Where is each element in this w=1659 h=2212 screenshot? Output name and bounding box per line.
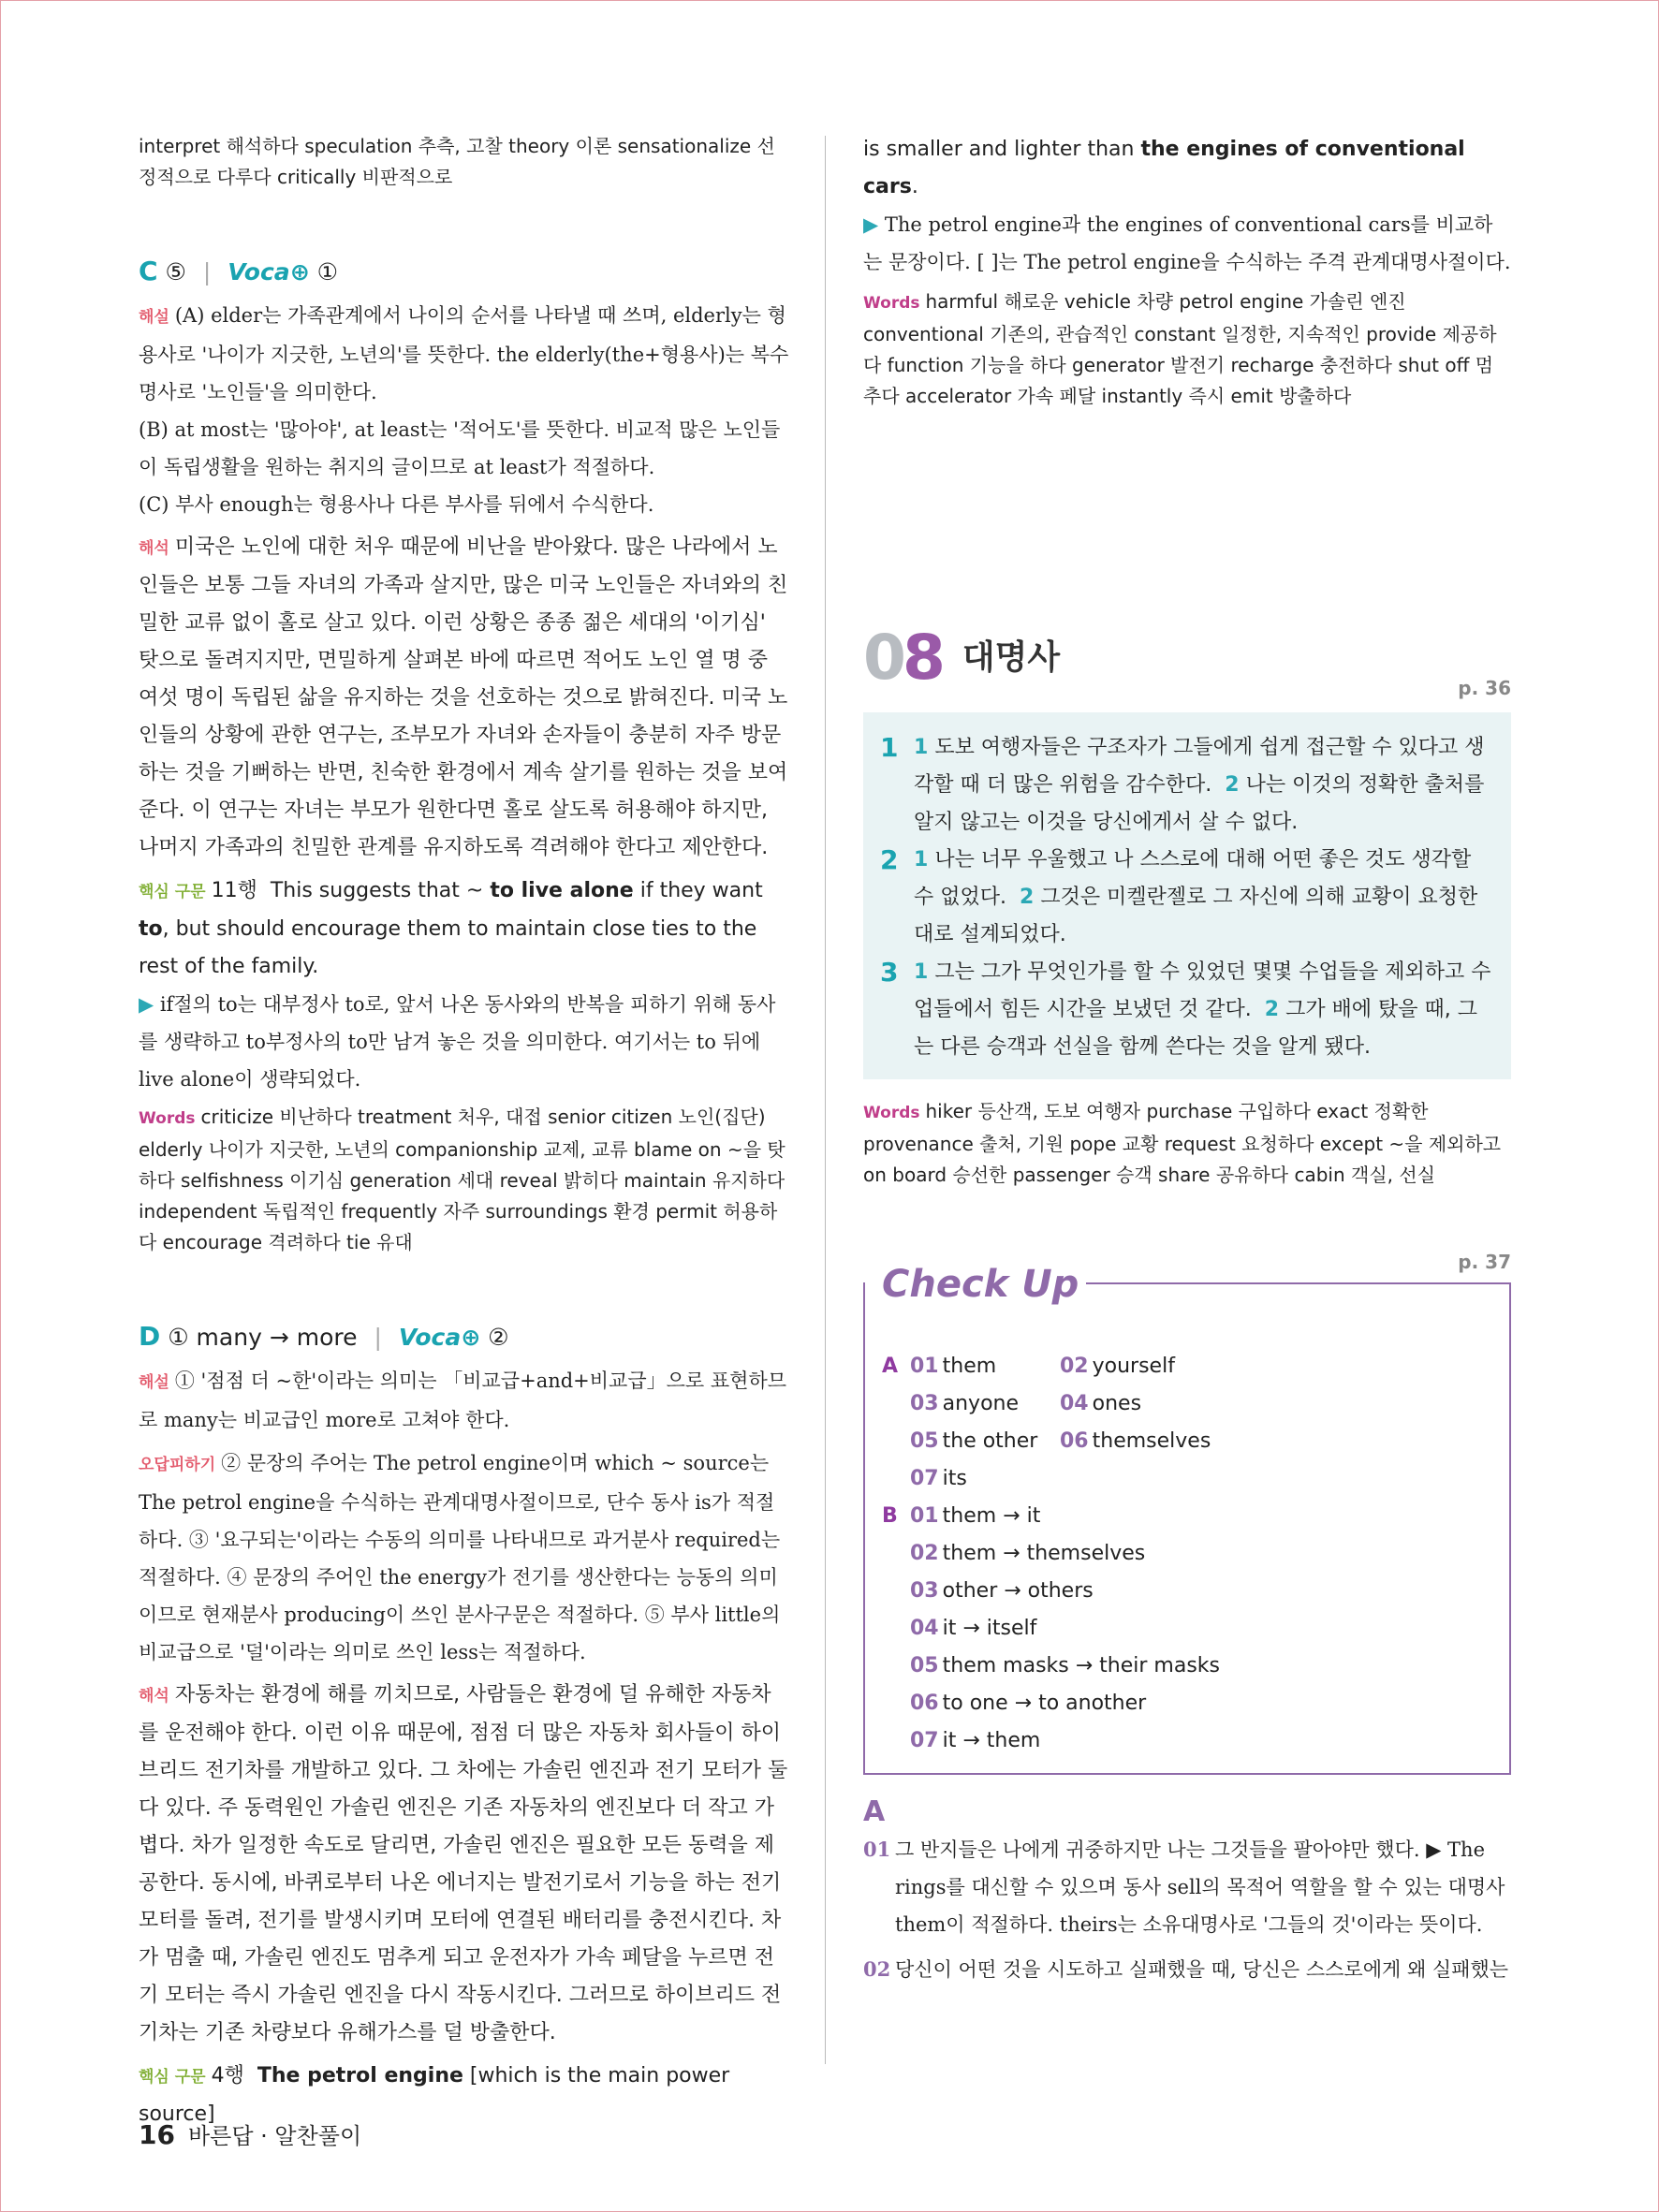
top-vocab: interpret 해석하다 speculation 추측, 고찰 theory 이론 sensationalize 선정적으로 다루다 critically 비판적으로 bbox=[139, 135, 775, 188]
explanation-a: 해설 (A) elder는 가족관계에서 나이의 순서를 나타낼 때 쓰며, elderly는 형용사로 '나이가 지긋한, 노년의'를 뜻한다. the elderly(the+형용사)는 복수명사로 '노인들'을 의미한다. bbox=[139, 304, 789, 403]
explanation-b: (B) at most는 '많아야', at least는 '적어도'를 뜻한다. 비교적 많은 노인들이 독립생활을 원하는 취지의 글이므로 at least가 적절하다. bbox=[139, 418, 781, 478]
words-d: Words harmful 해로운 vehicle 차량 petrol engine 가솔린 엔진 conventional 기존의, 관습적인 constant 일정한, 지속적인 provide 제공하다 function 기능을 하다 generator 발전기 recharge 충전하다 shut off 멈추다 accelerator 가속 페달 instantly 즉시 emit 방출하다 bbox=[863, 290, 1497, 407]
triangle-icon: ▶ bbox=[139, 993, 154, 1016]
right-column bbox=[863, 131, 1511, 1988]
left-column bbox=[139, 131, 789, 2133]
key-structure-d: 핵심 구문 4행 The petrol engine [which is the main power source] bbox=[139, 2064, 730, 2126]
answer-section-letter: A bbox=[863, 1795, 886, 1828]
page-ref: p. 36 bbox=[1458, 677, 1511, 699]
page-footer bbox=[139, 2117, 361, 2150]
section-d-header: D ① many → more | Voca⊕ ② bbox=[139, 1321, 509, 1352]
wrong-answer-note: 오답피하기 ② 문장의 주어는 The petrol engine이며 which ~ source는 The petrol engine을 수식하는 관계대명사절이므로, 단수 동사 is가 적절하다. ③ '요구되는'이라는 수동의 의미를 나타내므로 과거분사 required는 적절하다. ④ 문장의 주어인 the energy가 전기를 생산한다는 능동의 의미이므로 현재분사 producing이 쓰인 분사구문은 적절하다. ⑤ 부사 little의 비교급으로 '덜'이라는 의미로 쓰인 less는 적절하다. bbox=[139, 1452, 781, 1663]
check-up-box: Check Up A 01 them 02 yourself 03 anyone 04 ones 05 the other 06 themselves 07 its B 01 them → it 02 them → themselves 03 other → others 04 it → itself 05 them masks → their masks 06 to one → to another 07 it → them bbox=[863, 1282, 1511, 1775]
box-item-3: 3 1 그는 그가 무엇인가를 할 수 있었던 몇몇 수업들을 제외하고 수업들에서 힘든 시간을 보냈던 것 같다. 2 그가 배에 탔을 때, 그는 다른 승객과 선실을 함께 쓴다는 것을 알게 됐다. bbox=[880, 957, 1491, 1059]
continued-note: ▶ The petrol engine과 the engines of conventional cars를 비교하는 문장이다. [ ]는 The petrol engine을 수식하는 주격 관계대명사절이다. bbox=[863, 213, 1511, 273]
words-c: Words criticize 비난하다 treatment 처우, 대접 senior citizen 노인(집단) elderly 나이가 지긋한, 노년의 companionship 교제, 교류 blame on ~을 탓하다 selfishness 이기심 generation 세대 reveal 밝히다 maintain 유지하다 independent 독립적인 frequently 자주 surroundings 환경 permit 허용하다 encourage 격려하다 tie 유대 bbox=[139, 1106, 785, 1253]
translation-d: 해석 자동차는 환경에 해를 끼치므로, 사람들은 환경에 덜 유해한 자동차를 운전해야 한다. 이런 이유 때문에, 점점 더 많은 자동차 회사들이 하이브리드 전기차를 개발하고 있다. 그 차에는 가솔린 엔진과 전기 모터가 둘 다 있다. 주 동력원인 가솔린 엔진은 기존 자동차의 엔진보다 더 작고 가볍다. 차가 일정한 속도로 달리면, 가솔린 엔진은 필요한 모든 동력을 제공한다. 동시에, 바퀴로부터 나온 에너지는 발전기로서 기능을 하는 전기 모터를 돌려, 전기를 발생시키며 모터에 연결된 배터리를 충전시킨다. 차가 멈출 때, 가솔린 엔진도 멈추게 되고 운전자가 가속 페달을 누르면 전기 모터는 즉시 가솔린 엔진을 다시 작동시킨다. 그러므로 하이브리드 전기차는 기존 차량보다 유해가스를 덜 방출한다. bbox=[139, 1683, 788, 2044]
section-letter: C bbox=[139, 256, 158, 286]
column-divider bbox=[825, 136, 826, 2064]
check-page-ref: p. 37 bbox=[1458, 1251, 1511, 1273]
voca-label: Voca bbox=[228, 258, 290, 286]
translation-c: 해석 미국은 노인에 대한 처우 때문에 비난을 받아왔다. 많은 나라에서 노인들은 보통 그들 자녀의 가족과 살지만, 많은 미국 노인들은 자녀와의 친밀한 교류 없이 홀로 살고 있다. 이런 상황은 종종 젊은 세대의 '이기심' 탓으로 돌려지지만, 면밀하게 살펴본 바에 따르면 적어도 노인 열 명 중 여섯 명이 독립된 삶을 유지하는 것을 선호하는 것으로 밝혀진다. 미국 노인들의 상황에 관한 연구는, 조부모가 자녀와 손자들이 충분히 자주 방문하는 것을 기뻐하는 반면, 친숙한 환경에서 계속 살기를 원하는 것을 보여준다. 이 연구는 자녀는 부모가 원한다면 홀로 살도록 허용해야 하지만, 나머지 가족과의 친밀한 관계를 유지하도록 격려해야 한다고 제안한다. bbox=[139, 535, 788, 859]
page-number: 16 bbox=[139, 2119, 175, 2150]
key-note-c: ▶ if절의 to는 대부정사 to로, 앞서 나온 동사와의 반복을 피하기 위해 동사를 생략하고 to부정사의 to만 남겨 놓은 것을 의미한다. 여기서는 to 뒤에 live alone이 생략되었다. bbox=[139, 993, 776, 1091]
check-up-title: Check Up bbox=[878, 1266, 1086, 1303]
section-answer: ⑤ bbox=[165, 258, 186, 286]
plus-icon: ⊕ bbox=[461, 1324, 481, 1351]
triangle-icon: ▶ bbox=[863, 213, 879, 236]
section-c-header: C ⑤ | Voca⊕ ① bbox=[139, 256, 339, 286]
continued-sentence: is smaller and lighter than the engines of conventional cars. bbox=[863, 138, 1465, 198]
answer-01: 01 그 반지들은 나에게 귀중하지만 나는 그것들을 팔아야만 했다. ▶ The rings를 대신할 수 있으며 동사 sell의 목적어 역할을 할 수 있는 대명사 them이 적절하다. theirs는 소유대명사로 '그들의 것'이라는 뜻이다. bbox=[863, 1838, 1505, 1936]
words-unit: Words hiker 등산객, 도보 여행자 purchase 구입하다 exact 정확한 provenance 출처, 기원 pope 교황 request 요청하다 except ~을 제외하고 on board 승선한 passenger 승객 share 공유하다 cabin 객실, 선실 bbox=[863, 1100, 1502, 1186]
haeseol-tag: 해설 bbox=[139, 308, 169, 327]
answer-02: 02 당신이 어떤 것을 시도하고 실패했을 때, 당신은 스스로에게 왜 실패했는 bbox=[863, 1957, 1509, 1981]
explanation-d: 해설 ① '점점 더 ~한'이라는 의미는 「비교급+and+비교급」으로 표현하므로 many는 비교급인 more로 고쳐야 한다. bbox=[139, 1370, 787, 1431]
box-item-1: 1 1 도보 여행자들은 구조자가 그들에게 쉽게 접근할 수 있다고 생각할 때 더 많은 위험을 감수한다. 2 나는 이것의 정확한 출처를 알지 않고는 이것을 당신에게서 살 수 없다. bbox=[880, 732, 1485, 834]
translation-box bbox=[863, 712, 1511, 1079]
unit-title: 대명사 bbox=[962, 638, 1061, 677]
unit-number: 08 bbox=[863, 622, 942, 694]
box-item-2: 2 1 나는 너무 우울했고 나 스스로에 대해 어떤 좋은 것도 생각할 수 없었다. 2 그것은 미켈란젤로 그 자신에 의해 교황이 요청한 대로 설계되었다. bbox=[880, 844, 1478, 946]
voca-number: ① bbox=[316, 258, 339, 286]
explanation-c: (C) 부사 enough는 형용사나 다른 부사를 뒤에서 수식한다. bbox=[139, 493, 654, 516]
key-structure-c: 핵심 구문 11행 This suggests that ~ to live alone if they want to, but should encourage them to maintain close ties to the rest of the family. bbox=[139, 879, 763, 978]
plus-icon: ⊕ bbox=[289, 258, 310, 286]
book-title: 바른답 · 알찬풀이 bbox=[187, 2123, 362, 2149]
